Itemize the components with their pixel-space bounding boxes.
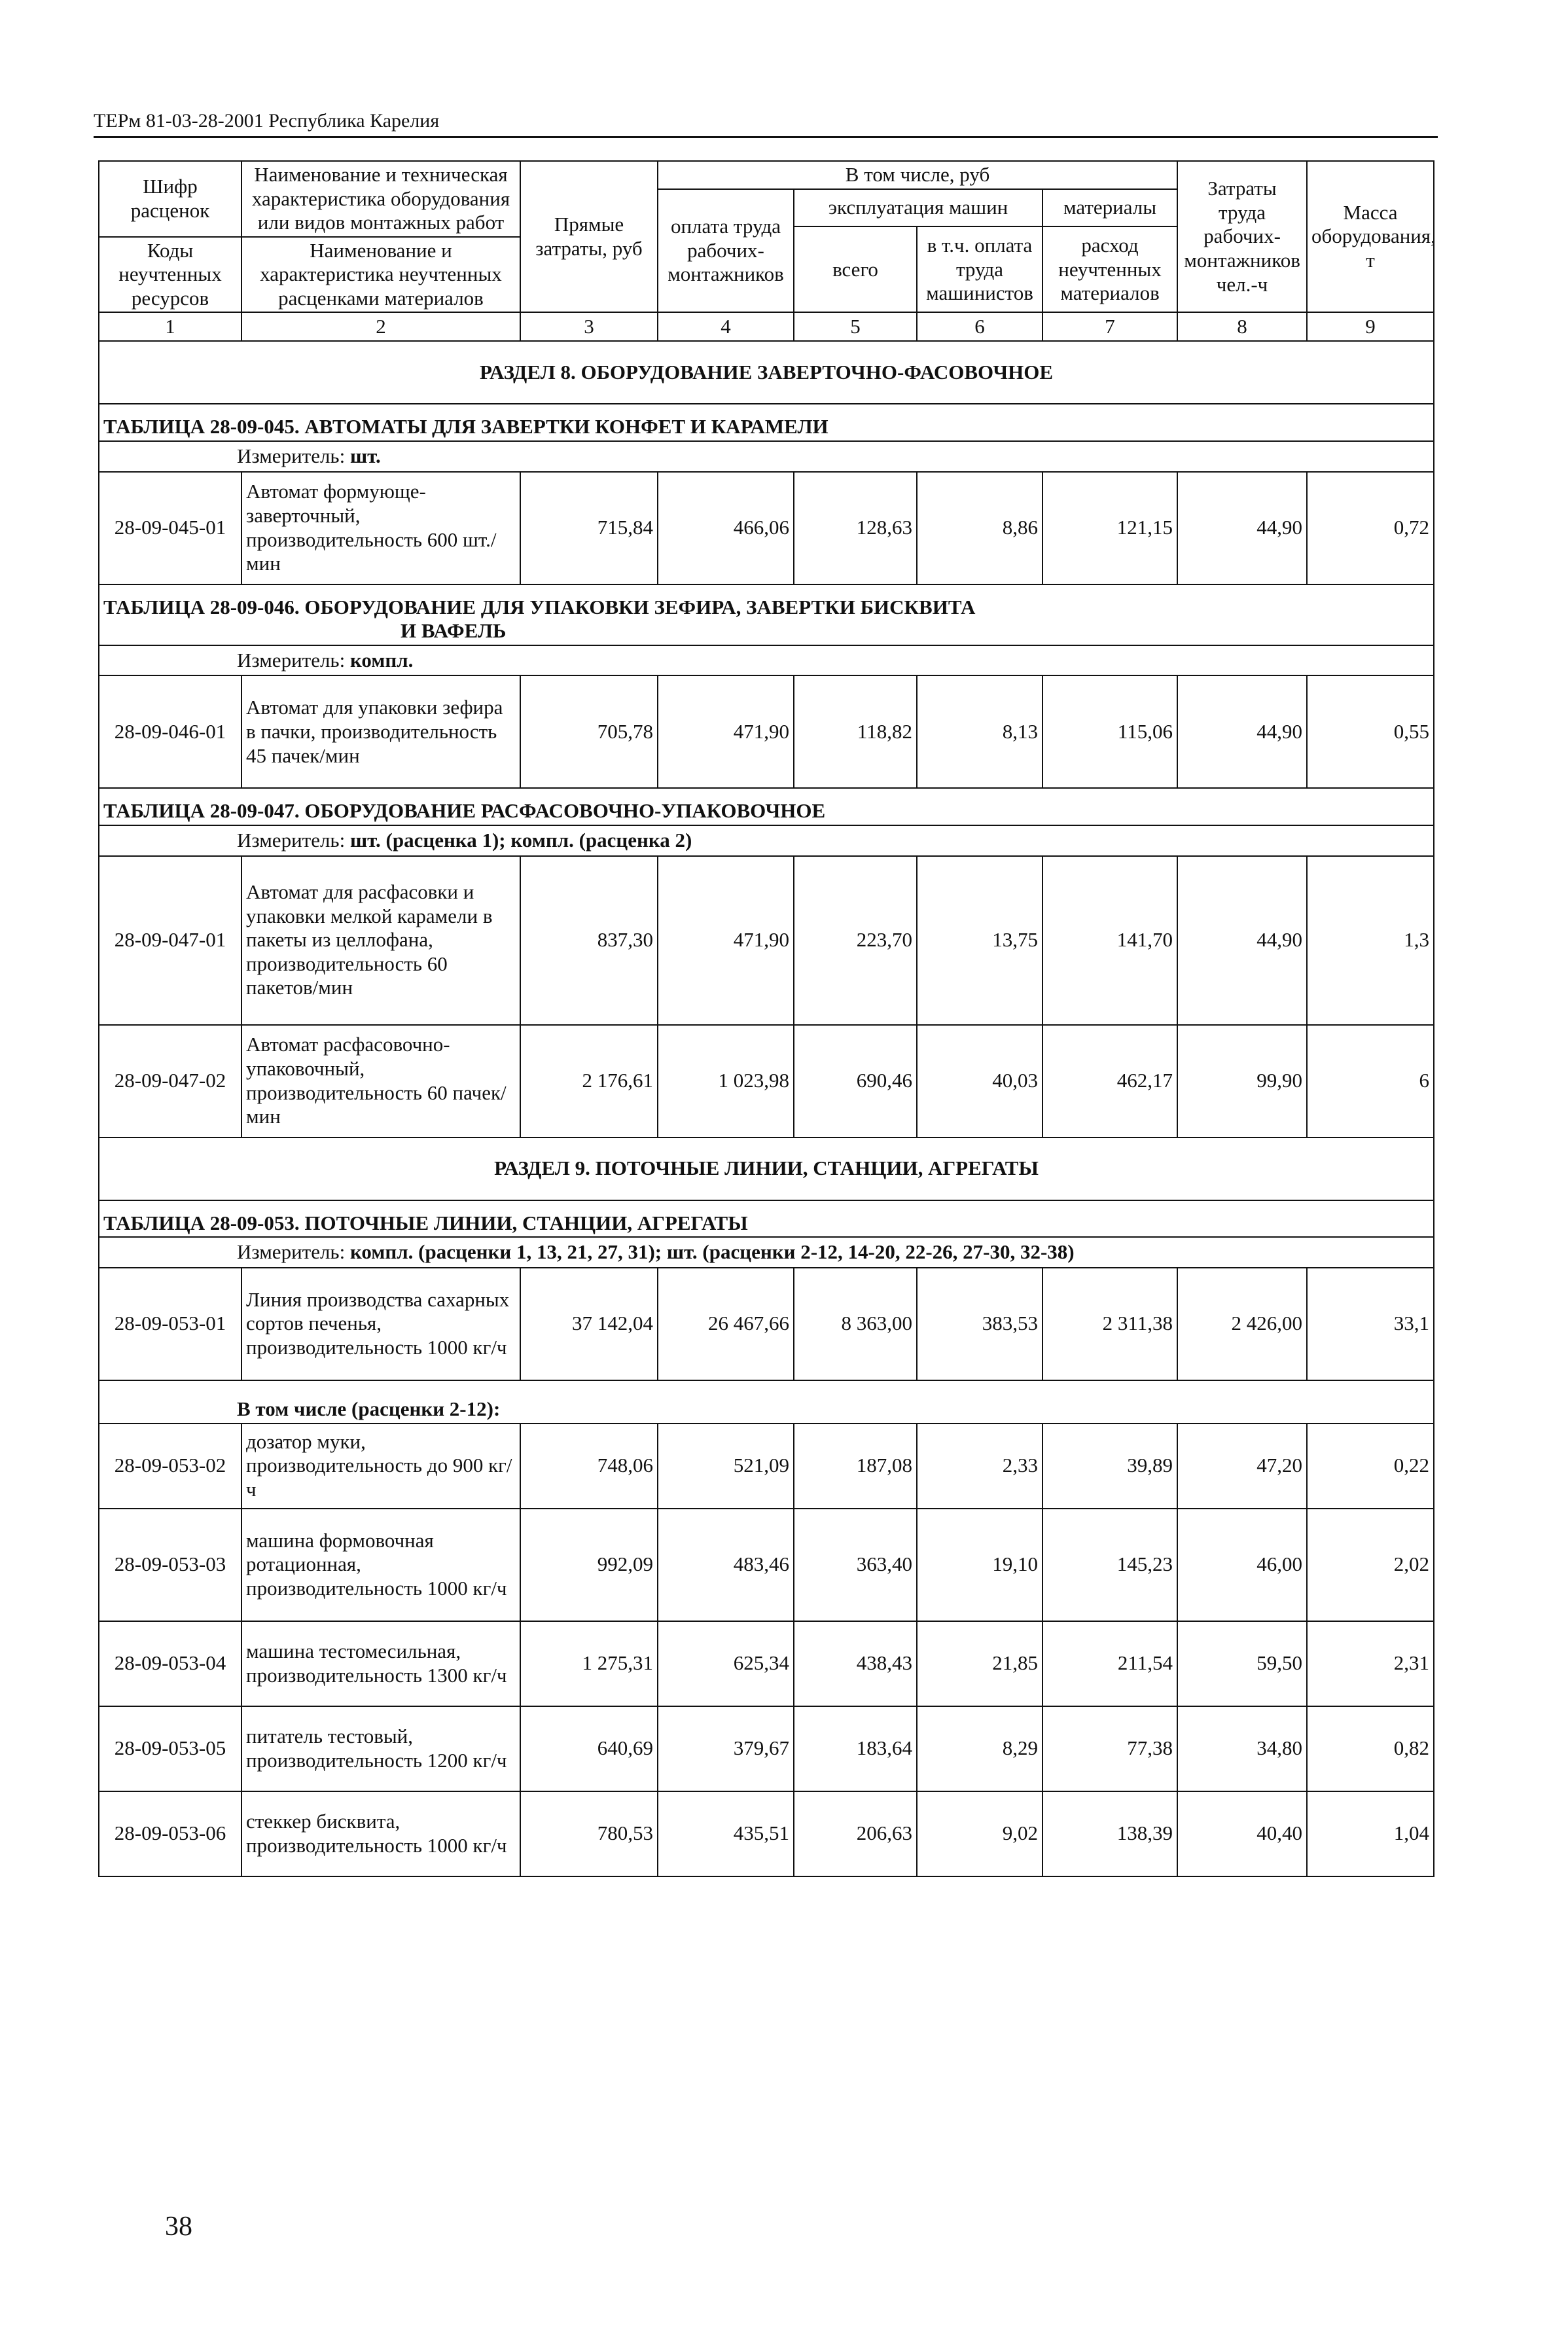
equipment-mass: 2,02	[1307, 1509, 1434, 1621]
materials-cost: 211,54	[1042, 1621, 1177, 1706]
direct-cost: 2 176,61	[520, 1025, 658, 1138]
col-name-b-header: Наименование и характеристика неучтенных расценками материалов	[241, 237, 520, 313]
materials-cost: 77,38	[1042, 1706, 1177, 1791]
labor-pay: 625,34	[658, 1621, 794, 1706]
equipment-mass: 0,55	[1307, 675, 1434, 788]
measure-label: Измеритель:	[237, 444, 346, 468]
page-header: ТЕРм 81-03-28-2001 Республика Карелия	[94, 110, 1438, 138]
table-title: ТАБЛИЦА 28-09-053. ПОТОЧНЫЕ ЛИНИИ, СТАНЦИИ, АГРЕГАТЫ	[99, 1200, 1434, 1238]
col-number: 7	[1042, 312, 1177, 341]
col-number: 2	[241, 312, 520, 341]
rate-name: стеккер бисквита, производительность 1000 кг/ч	[241, 1791, 520, 1876]
rate-code: 28-09-053-05	[99, 1706, 241, 1791]
machinist-pay: 2,33	[917, 1424, 1042, 1509]
col-labor-header: Затраты труда рабочих-монтажников чел.-ч	[1177, 161, 1307, 312]
measure-label: Измеритель:	[237, 1240, 346, 1264]
col-name-header: Наименование и техническая характеристика оборудования или видов монтажных работ	[241, 161, 520, 237]
rate-name: питатель тестовый, производительность 1200 кг/ч	[241, 1706, 520, 1791]
section-9	[99, 1138, 1434, 1200]
labor-hours: 2 426,00	[1177, 1268, 1307, 1380]
col-number: 1	[99, 312, 241, 341]
machine-total: 223,70	[794, 856, 917, 1025]
measure-label: Измеритель:	[237, 828, 346, 851]
labor-pay: 26 467,66	[658, 1268, 794, 1380]
rate-code: 28-09-053-01	[99, 1268, 241, 1380]
equipment-mass: 0,22	[1307, 1424, 1434, 1509]
direct-cost: 992,09	[520, 1509, 658, 1621]
table-row	[99, 472, 1434, 584]
labor-pay: 471,90	[658, 856, 794, 1025]
col-number: 8	[1177, 312, 1307, 341]
table-047-title	[99, 788, 1434, 825]
rate-name: Автомат расфасовочно-упаковочный, производительность 60 пачек/мин	[241, 1025, 520, 1138]
col-exploitation-header: эксплуатация машин	[794, 189, 1042, 227]
header-row-1	[99, 161, 1434, 189]
rate-code: 28-09-045-01	[99, 472, 241, 584]
machine-total: 690,46	[794, 1025, 917, 1138]
materials-cost: 462,17	[1042, 1025, 1177, 1138]
measure-value: компл.	[349, 648, 414, 672]
labor-hours: 34,80	[1177, 1706, 1307, 1791]
materials-cost: 145,23	[1042, 1509, 1177, 1621]
col-code-header: Шифр расценок	[99, 161, 241, 237]
labor-hours: 47,20	[1177, 1424, 1307, 1509]
labor-hours: 46,00	[1177, 1509, 1307, 1621]
rate-code: 28-09-053-02	[99, 1424, 241, 1509]
machine-total: 128,63	[794, 472, 917, 584]
direct-cost: 705,78	[520, 675, 658, 788]
machinist-pay: 21,85	[917, 1621, 1042, 1706]
rate-code: 28-09-046-01	[99, 675, 241, 788]
col-code-b-header: Коды неучтенных ресурсов	[99, 237, 241, 313]
rate-name: Автомат для расфасовки и упаковки мелкой карамели в пакеты из целлофана, производительность 60 пакетов/мин	[241, 856, 520, 1025]
measure-value: шт.	[349, 444, 381, 468]
equipment-mass: 2,31	[1307, 1621, 1434, 1706]
materials-cost: 121,15	[1042, 472, 1177, 584]
table-row	[99, 856, 1434, 1025]
rate-name: машина тестомесильная, производительность 1300 кг/ч	[241, 1621, 520, 1706]
measure-label: Измеритель:	[237, 648, 346, 672]
table-row	[99, 1424, 1434, 1509]
table-row	[99, 1621, 1434, 1706]
machinist-pay: 40,03	[917, 1025, 1042, 1138]
labor-hours: 44,90	[1177, 675, 1307, 788]
column-numbers	[99, 312, 1434, 341]
equipment-mass: 1,3	[1307, 856, 1434, 1025]
equipment-mass: 0,82	[1307, 1706, 1434, 1791]
direct-cost: 1 275,31	[520, 1621, 658, 1706]
equipment-mass: 6	[1307, 1025, 1434, 1138]
labor-hours: 44,90	[1177, 856, 1307, 1025]
col-number: 5	[794, 312, 917, 341]
rate-name: Автомат формующе-заверточный, производительность 600 шт./мин	[241, 472, 520, 584]
table-row	[99, 675, 1434, 788]
section-title: РАЗДЕЛ 8. ОБОРУДОВАНИЕ ЗАВЕРТОЧНО-ФАСОВОЧНОЕ	[99, 341, 1434, 404]
col-laborpay-header: оплата труда рабочих-монтажников	[658, 189, 794, 313]
machinist-pay: 19,10	[917, 1509, 1042, 1621]
materials-cost: 141,70	[1042, 856, 1177, 1025]
direct-cost: 37 142,04	[520, 1268, 658, 1380]
labor-pay: 435,51	[658, 1791, 794, 1876]
col-mass-header: Масса оборудования, т	[1307, 161, 1434, 312]
col-incl-header: В том числе, руб	[658, 161, 1177, 189]
direct-cost: 837,30	[520, 856, 658, 1025]
labor-hours: 40,40	[1177, 1791, 1307, 1876]
rates-table	[98, 160, 1434, 1877]
materials-cost: 138,39	[1042, 1791, 1177, 1876]
direct-cost: 715,84	[520, 472, 658, 584]
rate-name: машина формовочная ротационная, производительность 1000 кг/ч	[241, 1509, 520, 1621]
table-046-measure	[99, 645, 1434, 676]
direct-cost: 748,06	[520, 1424, 658, 1509]
measure-value: шт. (расценка 1); компл. (расценка 2)	[349, 828, 692, 851]
table-row	[99, 1791, 1434, 1876]
page-number: 38	[165, 2212, 192, 2242]
machine-total: 187,08	[794, 1424, 917, 1509]
machine-total: 438,43	[794, 1621, 917, 1706]
table-row	[99, 1268, 1434, 1380]
including-row	[99, 1380, 1434, 1424]
machine-total: 363,40	[794, 1509, 917, 1621]
labor-hours: 59,50	[1177, 1621, 1307, 1706]
table-046-title	[99, 584, 1434, 645]
rate-name: Линия производства сахарных сортов печенья, производительность 1000 кг/ч	[241, 1268, 520, 1380]
labor-pay: 466,06	[658, 472, 794, 584]
table-title-cont: И ВАФЕЛЬ	[401, 619, 507, 643]
section-8	[99, 341, 1434, 404]
measure-value: компл. (расценки 1, 13, 21, 27, 31); шт. (расценки 2-12, 14-20, 22-26, 27-30, 32-38)	[349, 1240, 1075, 1264]
section-title: РАЗДЕЛ 9. ПОТОЧНЫЕ ЛИНИИ, СТАНЦИИ, АГРЕГАТЫ	[99, 1138, 1434, 1200]
table-row	[99, 1509, 1434, 1621]
machinist-pay: 13,75	[917, 856, 1042, 1025]
machinist-pay: 8,29	[917, 1706, 1042, 1791]
col-number: 6	[917, 312, 1042, 341]
labor-hours: 99,90	[1177, 1025, 1307, 1138]
rate-code: 28-09-053-04	[99, 1621, 241, 1706]
col-direct-header: Прямые затраты, руб	[520, 161, 658, 312]
rate-code: 28-09-047-02	[99, 1025, 241, 1138]
table-row	[99, 1706, 1434, 1791]
col-number: 9	[1307, 312, 1434, 341]
col-number: 4	[658, 312, 794, 341]
table-045-measure	[99, 441, 1434, 472]
table-title: ТАБЛИЦА 28-09-046. ОБОРУДОВАНИЕ ДЛЯ УПАКОВКИ ЗЕФИРА, ЗАВЕРТКИ БИСКВИТА	[103, 595, 976, 618]
direct-cost: 640,69	[520, 1706, 658, 1791]
table-title: ТАБЛИЦА 28-09-047. ОБОРУДОВАНИЕ РАСФАСОВОЧНО-УПАКОВОЧНОЕ	[99, 788, 1434, 825]
labor-pay: 521,09	[658, 1424, 794, 1509]
machinist-pay: 9,02	[917, 1791, 1042, 1876]
labor-pay: 1 023,98	[658, 1025, 794, 1138]
labor-pay: 483,46	[658, 1509, 794, 1621]
machine-total: 118,82	[794, 675, 917, 788]
machine-total: 206,63	[794, 1791, 917, 1876]
labor-pay: 471,90	[658, 675, 794, 788]
direct-cost: 780,53	[520, 1791, 658, 1876]
materials-cost: 2 311,38	[1042, 1268, 1177, 1380]
col-number: 3	[520, 312, 658, 341]
table-045-title	[99, 404, 1434, 441]
rate-name: Автомат для упаковки зефира в пачки, производительность 45 пачек/мин	[241, 675, 520, 788]
machinist-pay: 8,86	[917, 472, 1042, 584]
including-label: В том числе (расценки 2-12):	[99, 1380, 1434, 1424]
equipment-mass: 33,1	[1307, 1268, 1434, 1380]
table-047-measure	[99, 825, 1434, 856]
table-title: ТАБЛИЦА 28-09-045. АВТОМАТЫ ДЛЯ ЗАВЕРТКИ КОНФЕТ И КАРАМЕЛИ	[99, 404, 1434, 441]
col-materials-group-header: материалы	[1042, 189, 1177, 227]
machine-total: 183,64	[794, 1706, 917, 1791]
equipment-mass: 1,04	[1307, 1791, 1434, 1876]
rate-name: дозатор муки, производительность до 900 кг/ч	[241, 1424, 520, 1509]
rate-code: 28-09-053-06	[99, 1791, 241, 1876]
col-materials-header: расход неучтенных материалов	[1042, 226, 1177, 312]
machine-total: 8 363,00	[794, 1268, 917, 1380]
col-total-header: всего	[794, 226, 917, 312]
materials-cost: 115,06	[1042, 675, 1177, 788]
table-053-measure	[99, 1237, 1434, 1268]
col-machinist-header: в т.ч. оплата труда машинистов	[917, 226, 1042, 312]
table-row	[99, 1025, 1434, 1138]
labor-pay: 379,67	[658, 1706, 794, 1791]
equipment-mass: 0,72	[1307, 472, 1434, 584]
rate-code: 28-09-047-01	[99, 856, 241, 1025]
rate-code: 28-09-053-03	[99, 1509, 241, 1621]
labor-hours: 44,90	[1177, 472, 1307, 584]
machinist-pay: 8,13	[917, 675, 1042, 788]
materials-cost: 39,89	[1042, 1424, 1177, 1509]
table-053-title	[99, 1200, 1434, 1238]
machinist-pay: 383,53	[917, 1268, 1042, 1380]
